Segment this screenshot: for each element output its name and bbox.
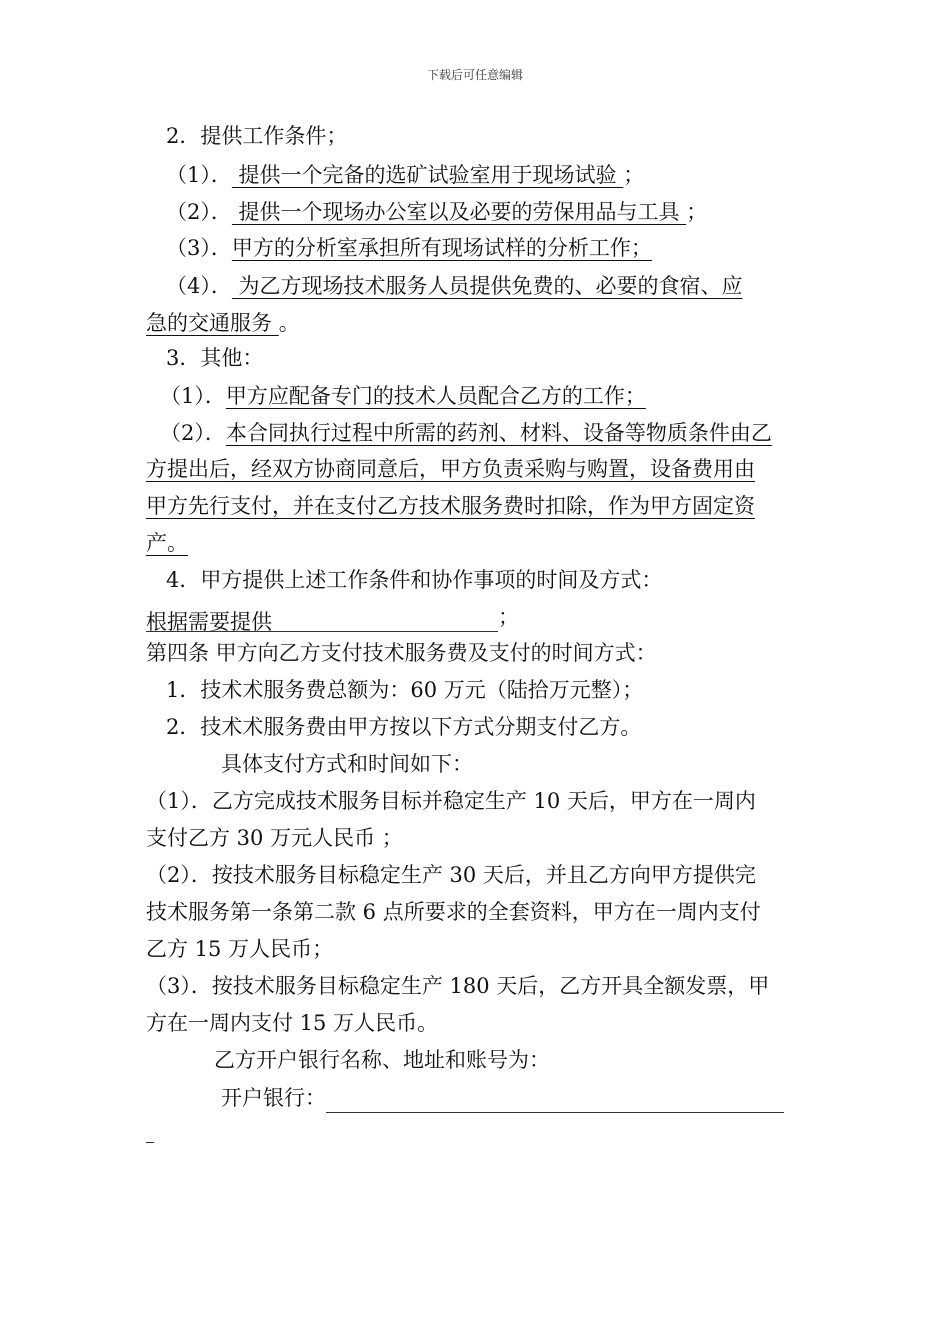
payment-2-line1: （2）．按技术服务目标稳定生产 30 天后，并且乙方向甲方提供完 [146, 863, 756, 887]
payment-2-line3: 乙方 15 万人民币； [146, 937, 334, 961]
condition-2 [166, 197, 707, 227]
other-2 [160, 418, 772, 448]
other-2-text: 本合同执行过程中所需的药剂、材料、设备等物质条件由乙 [225, 421, 772, 445]
condition-3 [166, 233, 652, 263]
section-4-heading: 4．甲方提供上述工作条件和协作事项的时间及方式： [166, 568, 663, 592]
article-4-heading: 第四条 甲方向乙方支付技术服务费及支付的时间方式： [146, 641, 657, 665]
payment-1-line2: 支付乙方 30 万元人民币 ； [146, 826, 403, 850]
other-1 [160, 381, 646, 411]
other-2-line4: 产。 [146, 531, 188, 555]
fee-installments: 2．技术术服务费由甲方按以下方式分期支付乙方。 [166, 715, 642, 739]
bank-name-blank [326, 1088, 784, 1113]
section-2-heading: 2．提供工作条件； [166, 124, 348, 148]
bank-name-label: 开户银行： [221, 1086, 326, 1110]
condition-1-number: （1）． [166, 163, 232, 187]
condition-2-end: ； [686, 200, 708, 224]
condition-4-number: （4）． [166, 274, 232, 298]
section-3-heading: 3．其他： [166, 346, 264, 370]
condition-4 [166, 271, 743, 301]
condition-1-text: 提供一个完备的选矿试验室用于现场试验 [231, 163, 624, 187]
fee-total: 1．技术术服务费总额为：60 万元（陆拾万元整）； [166, 678, 644, 702]
payment-2-line2: 技术服务第一条第二款 6 点所要求的全套资料，甲方在一周内支付 [146, 900, 761, 924]
other-2-number: （2）． [160, 421, 226, 445]
condition-4-end: 。 [278, 311, 300, 335]
condition-3-number: （3）． [166, 236, 232, 260]
other-2-line3: 甲方先行支付，并在支付乙方技术服务费时扣除，作为甲方固定资 [146, 494, 755, 518]
condition-1 [166, 160, 644, 190]
other-1-number: （1）． [160, 384, 226, 408]
bank-name-row [221, 1083, 784, 1113]
timing-answer [146, 602, 519, 632]
page-header: 下载后可任意编辑 [426, 68, 523, 82]
condition-2-text: 提供一个现场办公室以及必要的劳保用品与工具 [231, 200, 687, 224]
condition-4-text-cont: 急的交通服务 [146, 311, 279, 335]
payment-method-intro: 具体支付方式和时间如下： [221, 752, 473, 776]
condition-2-number: （2）． [166, 200, 232, 224]
bank-info-intro: 乙方开户银行名称、地址和账号为： [214, 1048, 550, 1072]
timing-answer-end: ； [498, 605, 519, 629]
trailing-underline [146, 1142, 154, 1143]
payment-1-line1: （1）．乙方完成技术服务目标并稳定生产 10 天后，甲方在一周内 [146, 789, 756, 813]
condition-4-cont [146, 308, 300, 338]
payment-3-line1: （3）．按技术服务目标稳定生产 180 天后，乙方开具全额发票，甲 [146, 974, 770, 998]
payment-3-line2: 方在一周内支付 15 万人民币。 [146, 1011, 439, 1035]
condition-1-end: ； [623, 163, 645, 187]
condition-3-text: 甲方的分析室承担所有现场试样的分析工作； [231, 236, 652, 260]
timing-answer-text: 根据需要提供 [146, 610, 272, 634]
other-2-line2: 方提出后，经双方协商同意后，甲方负责采购与购置，设备费用由 [146, 457, 755, 481]
other-1-text: 甲方应配备专门的技术人员配合乙方的工作； [225, 384, 646, 408]
condition-4-text: 为乙方现场技术服务人员提供免费的、必要的食宿、应 [231, 274, 743, 298]
